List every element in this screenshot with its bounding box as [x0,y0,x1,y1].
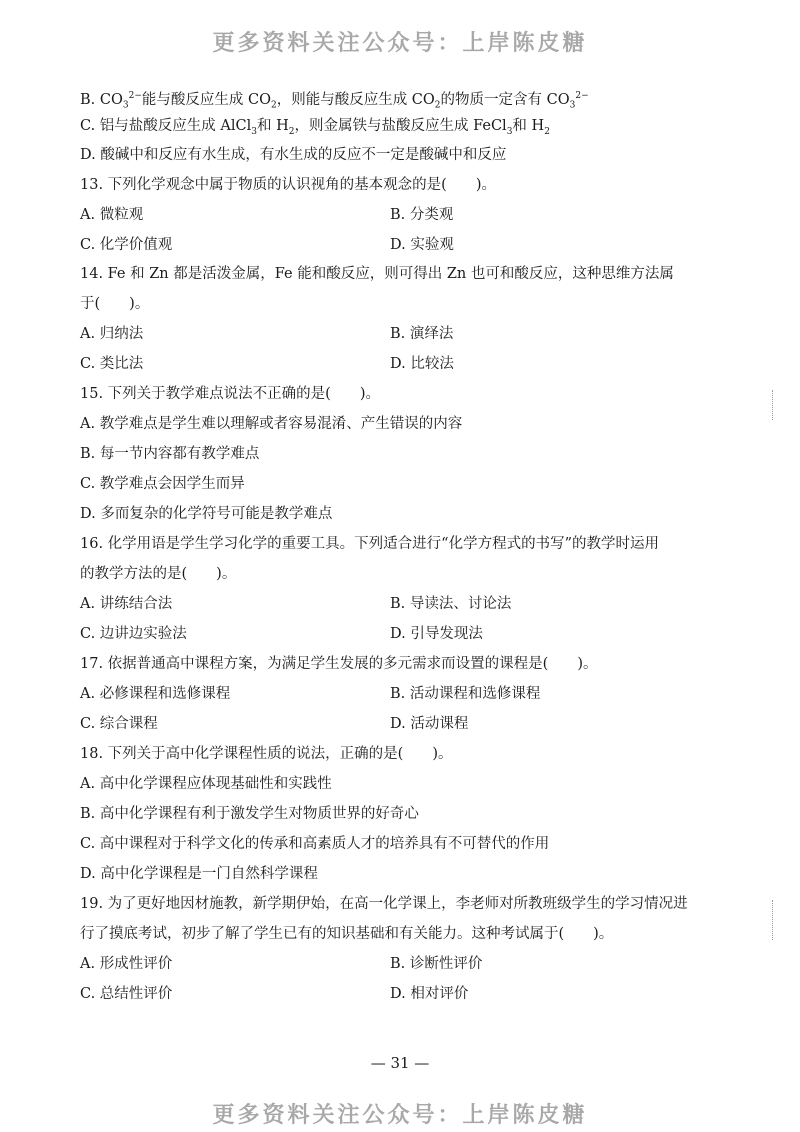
q19-stem-line1: 19. 为了更好地因材施教，新学期伊始，在高一化学课上，李老师对所教班级学生的学习情况进 [80,896,688,912]
scan-margin-marks [772,390,774,420]
q17-option-d: D. 活动课程 [390,716,469,732]
q18-option-a: A. 高中化学课程应体现基础性和实践性 [80,776,332,792]
q13-option-d: D. 实验观 [390,237,454,253]
q14-option-c: C. 类比法 [80,356,144,372]
q18-option-d: D. 高中化学课程是一门自然科学课程 [80,866,318,882]
q14-option-d: D. 比较法 [390,356,454,372]
q16-option-c: C. 边讲边实验法 [80,626,187,642]
q16-option-a: A. 讲练结合法 [80,596,173,612]
q17-option-b: B. 活动课程和选修课程 [390,686,541,702]
scan-margin-marks-lower [772,900,774,940]
prev-option-d: D. 酸碱中和反应有水生成，有水生成的反应不一定是酸碱中和反应 [80,147,507,163]
q15-stem: 15. 下列关于教学难点说法不正确的是( )。 [80,386,380,402]
q14-option-a: A. 归纳法 [80,326,144,342]
q17-option-a: A. 必修课程和选修课程 [80,686,231,702]
q14-stem-line2: 于( )。 [80,296,150,312]
q13-option-b: B. 分类观 [390,207,454,223]
prev-option-b: B. $CO_3^{2-}$能与酸反应生成 $CO_2$，则能与酸反应生成 $CO_2$的物质一定含有 $CO_3^{2-}$ [80,91,589,111]
q19-option-a: A. 形成性评价 [80,956,173,972]
q18-option-b: B. 高中化学课程有利于激发学生对物质世界的好奇心 [80,806,419,822]
q13-option-c: C. 化学价值观 [80,237,173,253]
q19-option-d: D. 相对评价 [390,986,469,1002]
q17-option-c: C. 综合课程 [80,716,158,732]
q16-option-b: B. 导读法、讨论法 [390,596,512,612]
q15-option-c: C. 教学难点会因学生而异 [80,476,245,492]
watermark-top: 更多资料关注公众号：上岸陈皮糖 [212,31,588,56]
q17-stem: 17. 依据普通高中课程方案，为满足学生发展的多元需求而设置的课程是( )。 [80,656,598,672]
q14-option-b: B. 演绎法 [390,326,454,342]
q13-option-a: A. 微粒观 [80,207,144,223]
q18-stem: 18. 下列关于高中化学课程性质的说法，正确的是( )。 [80,746,453,762]
q13-stem: 13. 下列化学观念中属于物质的认识视角的基本观念的是( )。 [80,177,496,193]
prev-option-c: C. 铝与盐酸反应生成 AlCl$_3$和 $H_2$，则金属铁与盐酸反应生成 FeCl$_3$和 $H_2$ [80,118,550,137]
q19-option-b: B. 诊断性评价 [390,956,483,972]
q16-stem-line1: 16. 化学用语是学生学习化学的重要工具。下列适合进行“化学方程式的书写”的教学时运用 [80,536,659,552]
q15-option-a: A. 教学难点是学生难以理解或者容易混淆、产生错误的内容 [80,416,463,432]
q19-option-c: C. 总结性评价 [80,986,173,1002]
q18-option-c: C. 高中课程对于科学文化的传承和高素质人才的培养具有不可替代的作用 [80,836,550,852]
q19-stem-line2: 行了摸底考试，初步了解了学生已有的知识基础和有关能力。这种考试属于( )。 [80,926,614,942]
q15-option-b: B. 每一节内容都有教学难点 [80,446,260,462]
q14-stem-line1: 14. Fe 和 Zn 都是活泼金属，Fe 能和酸反应，则可得出 Zn 也可和酸反应，这种思维方法属 [80,266,674,282]
page-number: — 31 — [370,1054,430,1072]
q16-stem-line2: 的教学方法的是( )。 [80,566,237,582]
q16-option-d: D. 引导发现法 [390,626,483,642]
q15-option-d: D. 多而复杂的化学符号可能是教学难点 [80,506,333,522]
watermark-bottom: 更多资料关注公众号：上岸陈皮糖 [212,1103,588,1128]
